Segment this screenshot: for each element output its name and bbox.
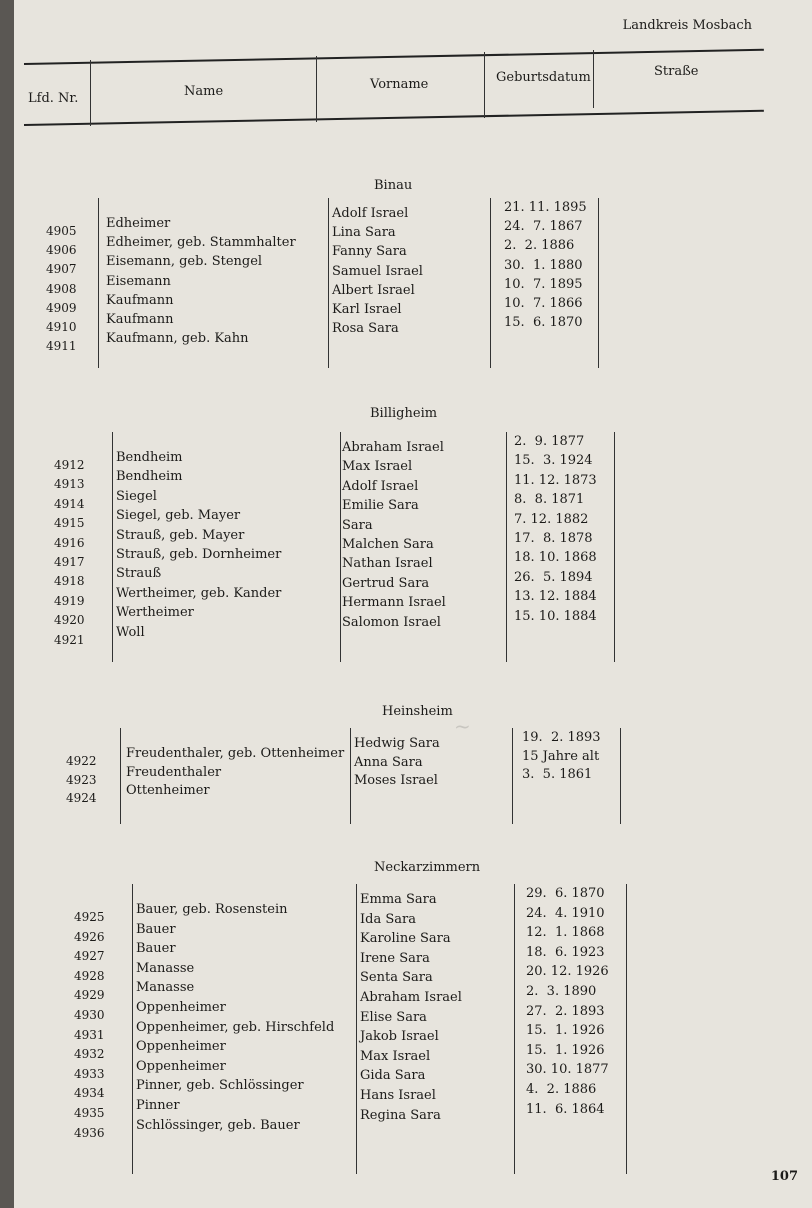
row-geburtsdatum: 7. 12. 1882 [514, 511, 589, 527]
row-name: Oppenheimer [136, 1058, 226, 1074]
row-vorname: Emma Sara [360, 892, 437, 907]
row-vorname: Max Israel [360, 1048, 431, 1064]
row-vorname: Sara [342, 517, 373, 533]
row-name: Bauer, geb. Rosenstein [136, 902, 288, 917]
row-number: 4908 [46, 281, 77, 296]
column-rule [120, 728, 121, 824]
row-vorname: Anna Sara [354, 754, 423, 770]
row-name: Oppenheimer [136, 1000, 226, 1015]
row-name: Pinner [136, 1098, 180, 1113]
row-name: Kaufmann [106, 292, 174, 308]
row-vorname: Moses Israel [354, 773, 438, 788]
row-geburtsdatum: 2. 2. 1886 [504, 238, 575, 254]
row-geburtsdatum: 18. 6. 1923 [526, 944, 605, 960]
row-geburtsdatum: 19. 2. 1893 [522, 730, 601, 745]
row-number: 4929 [74, 988, 105, 1003]
row-number: 4927 [74, 949, 105, 964]
row-number: 4905 [46, 224, 77, 238]
row-name: Manasse [136, 980, 195, 996]
row-number: 4926 [74, 929, 105, 944]
row-number: 4911 [46, 339, 77, 354]
row-vorname: Adolf Israel [332, 206, 409, 221]
region-title: Landkreis Mosbach [622, 18, 752, 33]
row-number: 4919 [54, 593, 85, 608]
row-name: Siegel [116, 488, 157, 504]
row-number: 4934 [74, 1086, 105, 1101]
row-vorname: Gida Sara [360, 1068, 426, 1084]
row-vorname: Hans Israel [360, 1088, 436, 1103]
column-rule [620, 728, 621, 824]
column-rule [598, 198, 599, 368]
row-number: 4930 [74, 1008, 105, 1022]
column-header-vorname: Vorname [370, 77, 429, 92]
row-geburtsdatum: 17. 8. 1878 [514, 531, 593, 546]
row-geburtsdatum: 15. 1. 1926 [526, 1042, 605, 1058]
row-number: 4906 [46, 243, 77, 258]
row-name: Ottenheimer [126, 783, 210, 798]
row-name: Bauer [136, 941, 176, 957]
row-geburtsdatum: 29. 6. 1870 [526, 886, 605, 901]
row-vorname: Jakob Israel [360, 1029, 439, 1045]
row-number: 4907 [46, 262, 77, 277]
column-rule [514, 884, 515, 1174]
row-number: 4933 [74, 1066, 105, 1081]
row-geburtsdatum: 11. 6. 1864 [526, 1101, 605, 1117]
column-header-geburtsdatum: Geburtsdatum [496, 70, 591, 85]
row-name: Strauß, geb. Mayer [116, 527, 245, 543]
book-spine [0, 0, 14, 1208]
column-rule [356, 884, 357, 1174]
row-geburtsdatum: 30. 10. 1877 [526, 1062, 609, 1078]
row-geburtsdatum: 12. 1. 1868 [526, 925, 605, 941]
row-name: Kaufmann [106, 312, 174, 327]
row-geburtsdatum: 15. 3. 1924 [514, 453, 593, 469]
row-name: Wertheimer [116, 605, 194, 621]
column-rule [132, 884, 133, 1174]
row-vorname: Samuel Israel [332, 263, 423, 279]
row-name: Bendheim [116, 469, 183, 485]
row-vorname: Abraham Israel [342, 440, 444, 455]
column-header-strasse: Straße [654, 64, 699, 79]
row-geburtsdatum: 18. 10. 1868 [514, 550, 597, 566]
row-number: 4935 [74, 1106, 105, 1120]
section-title: Binau [374, 178, 413, 193]
row-name: Eisemann [106, 273, 171, 289]
row-vorname: Rosa Sara [332, 321, 399, 337]
row-number: 4932 [74, 1047, 105, 1062]
row-geburtsdatum: 15. 10. 1884 [514, 608, 597, 624]
column-header-nr: Lfd. Nr. [28, 91, 79, 106]
row-geburtsdatum: 30. 1. 1880 [504, 257, 583, 273]
column-rule [614, 432, 615, 662]
row-name: Freudenthaler [126, 764, 222, 780]
row-number: 4921 [54, 632, 85, 647]
row-name: Manasse [136, 960, 195, 976]
column-header-name: Name [184, 84, 224, 99]
row-vorname: Gertrud Sara [342, 575, 430, 591]
row-number: 4924 [66, 791, 97, 805]
row-geburtsdatum: 3. 5. 1861 [522, 767, 593, 782]
row-geburtsdatum: 27. 2. 1893 [526, 1003, 605, 1019]
column-rule [340, 432, 341, 662]
row-vorname: Karoline Sara [360, 931, 451, 947]
header-separator [90, 60, 91, 126]
column-rule [328, 198, 329, 368]
row-name: Strauß, geb. Dornheimer [116, 547, 282, 562]
header-rule-top [24, 49, 764, 65]
document-page [14, 0, 812, 1208]
row-geburtsdatum: 15 Jahre alt [522, 748, 600, 764]
row-name: Edheimer [106, 216, 171, 231]
row-geburtsdatum: 15. 6. 1870 [504, 315, 583, 331]
row-geburtsdatum: 24. 7. 1867 [504, 219, 583, 235]
row-name: Pinner, geb. Schlössinger [136, 1078, 304, 1094]
row-vorname: Elise Sara [360, 1009, 427, 1025]
column-rule [350, 728, 351, 824]
row-geburtsdatum: 2. 3. 1890 [526, 984, 597, 999]
column-rule [112, 432, 113, 662]
row-name: Kaufmann, geb. Kahn [106, 331, 249, 347]
row-vorname: Max Israel [342, 459, 413, 475]
column-rule [506, 432, 507, 662]
column-rule [490, 198, 491, 368]
row-name: Bauer [136, 921, 176, 937]
row-name: Freudenthaler, geb. Ottenheimer [126, 746, 345, 761]
row-vorname: Emilie Sara [342, 498, 419, 514]
row-name: Strauß [116, 566, 162, 582]
row-vorname: Hedwig Sara [354, 736, 440, 751]
header-separator [593, 50, 594, 108]
row-number: 4914 [54, 496, 85, 511]
row-name: Woll [116, 624, 145, 640]
row-geburtsdatum: 21. 11. 1895 [504, 200, 587, 215]
row-geburtsdatum: 11. 12. 1873 [514, 472, 597, 488]
row-geburtsdatum: 10. 7. 1866 [504, 296, 583, 311]
section-title: Neckarzimmern [374, 860, 481, 875]
row-number: 4922 [66, 754, 97, 768]
row-number: 4925 [74, 910, 105, 924]
row-number: 4936 [74, 1125, 105, 1140]
row-number: 4923 [66, 772, 97, 787]
row-name: Oppenheimer, geb. Hirschfeld [136, 1019, 335, 1035]
row-vorname: Malchen Sara [342, 537, 434, 552]
row-name: Bendheim [116, 450, 183, 465]
row-number: 4913 [54, 477, 85, 492]
page-number: 107 [770, 1169, 798, 1184]
section-title: Heinsheim [382, 704, 453, 719]
row-vorname: Senta Sara [360, 970, 433, 986]
row-number: 4912 [54, 458, 85, 472]
row-vorname: Karl Israel [332, 302, 402, 317]
row-vorname: Nathan Israel [342, 556, 433, 572]
row-vorname: Hermann Israel [342, 595, 446, 611]
row-number: 4918 [54, 574, 85, 589]
row-vorname: Albert Israel [332, 282, 415, 298]
row-number: 4931 [74, 1027, 105, 1042]
row-vorname: Fanny Sara [332, 244, 407, 260]
row-vorname: Regina Sara [360, 1107, 441, 1123]
row-number: 4915 [54, 516, 85, 531]
header-separator [484, 52, 485, 118]
row-geburtsdatum: 26. 5. 1894 [514, 569, 593, 585]
row-geburtsdatum: 24. 4. 1910 [526, 905, 605, 921]
row-geburtsdatum: 2. 9. 1877 [514, 434, 585, 449]
row-name: Schlössinger, geb. Bauer [136, 1117, 300, 1133]
section-title: Billigheim [370, 406, 438, 421]
row-name: Edheimer, geb. Stammhalter [106, 235, 296, 251]
row-vorname: Irene Sara [360, 950, 430, 966]
row-vorname: Salomon Israel [342, 614, 441, 630]
row-name: Wertheimer, geb. Kander [116, 585, 282, 601]
row-name: Eisemann, geb. Stengel [106, 254, 263, 270]
row-number: 4928 [74, 968, 105, 983]
column-rule [98, 198, 99, 368]
row-geburtsdatum: 20. 12. 1926 [526, 964, 609, 980]
row-name: Siegel, geb. Mayer [116, 508, 241, 524]
row-geburtsdatum: 15. 1. 1926 [526, 1023, 605, 1039]
column-rule [626, 884, 627, 1174]
row-number: 4909 [46, 300, 77, 315]
header-separator [316, 56, 317, 122]
row-geburtsdatum: 8. 8. 1871 [514, 492, 585, 508]
row-vorname: Adolf Israel [342, 478, 419, 494]
row-number: 4916 [54, 535, 85, 550]
row-vorname: Lina Sara [332, 225, 396, 241]
row-vorname: Abraham Israel [360, 990, 462, 1005]
row-name: Oppenheimer [136, 1039, 226, 1055]
row-geburtsdatum: 10. 7. 1895 [504, 276, 583, 292]
bleed-through-text: ~ [454, 714, 471, 738]
header-rule-bottom [24, 110, 764, 126]
row-geburtsdatum: 4. 2. 1886 [526, 1082, 597, 1097]
row-number: 4910 [46, 320, 77, 334]
row-number: 4917 [54, 555, 85, 569]
row-number: 4920 [54, 613, 85, 628]
row-vorname: Ida Sara [360, 911, 416, 927]
row-geburtsdatum: 13. 12. 1884 [514, 589, 597, 605]
column-rule [512, 728, 513, 824]
